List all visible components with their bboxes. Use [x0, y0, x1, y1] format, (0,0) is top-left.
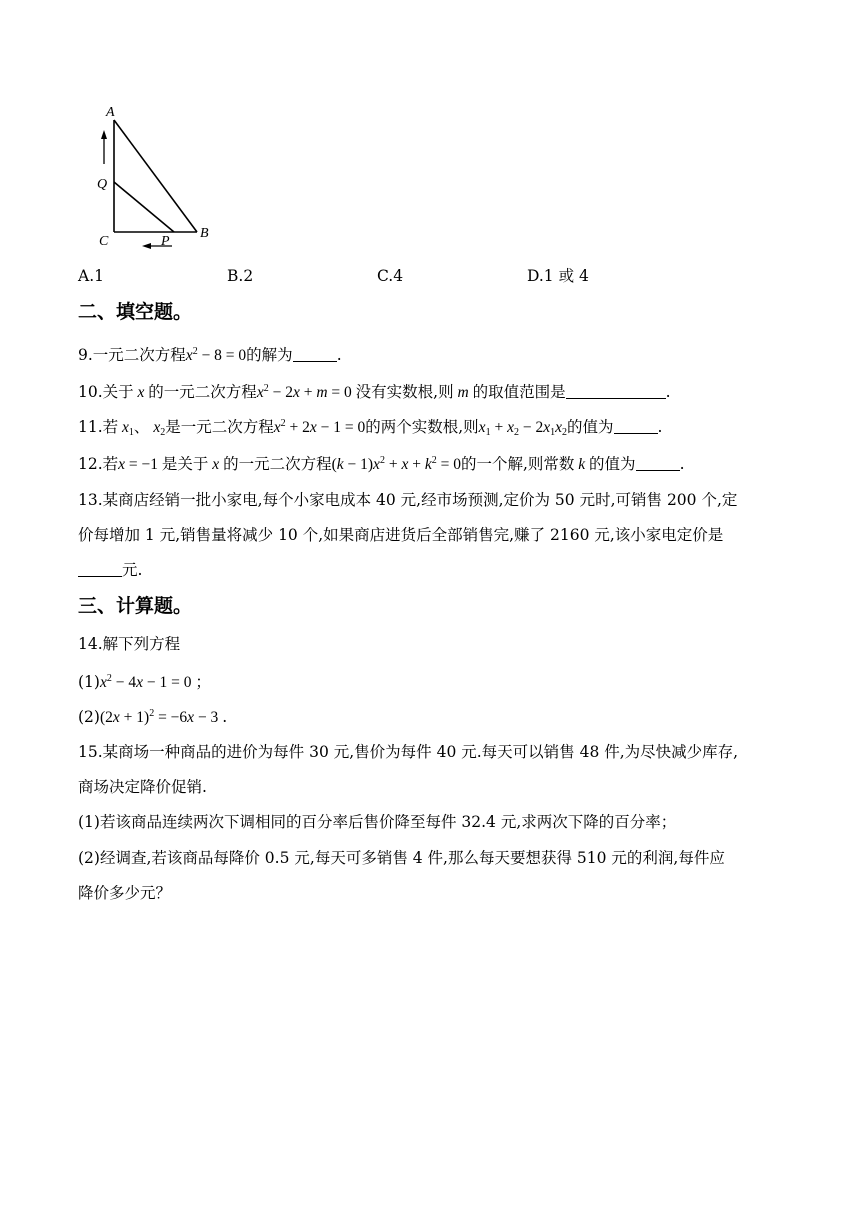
- question-15-line-1: 15.某商场一种商品的进价为每件 30 元,售价为每件 40 元.每天可以销售 48 件,为尽快减少库存,: [78, 743, 739, 761]
- question-11: 11.若 $x_1$、 $x_2$是一元二次方程$x^2 + 2x - 1 = 0$的两个实数根,则$x_1 + x_2 - 2x_1x_2$的值为 .: [78, 418, 663, 438]
- section-title-fill-blank: 二、填空题。: [78, 301, 193, 323]
- label-p: P: [161, 234, 170, 249]
- option-d: D.1 或 4: [527, 267, 589, 285]
- option-c: C.4: [377, 267, 404, 285]
- question-12: 12.若x = −1 是关于 x 的一元二次方程$(k - 1)x^2 + x + k^2 = 0$的一个解,则常数 k 的值为 .: [78, 455, 685, 473]
- question-15-line-3: (1)若该商品连续两次下调相同的百分率后售价降至每件 32.4 元,求两次下降的百分率；: [78, 813, 677, 831]
- label-q: Q: [97, 177, 108, 192]
- label-a: A: [106, 105, 115, 120]
- question-15-line-4: (2)经调查,若该商品每降价 0.5 元,每天可多销售 4 件,那么每天要想获得 510 元的利润,每件应: [78, 849, 725, 867]
- answer-blank-13[interactable]: [78, 560, 122, 577]
- answer-blank-11[interactable]: [614, 417, 658, 434]
- left-arrow-icon: [142, 243, 151, 249]
- option-b: B.2: [227, 267, 254, 285]
- answer-blank-12[interactable]: [636, 454, 680, 471]
- label-b: B: [200, 226, 209, 241]
- answer-blank-10[interactable]: [566, 382, 666, 399]
- question-13-line-1: 13.某商店经销一批小家电,每个小家电成本 40 元,经市场预测,定价为 50 元时,可销售 200 个,定: [78, 491, 738, 509]
- question-14-title: 14.解下列方程: [78, 635, 181, 653]
- up-arrow-icon: [101, 130, 107, 139]
- question-10: 10.关于 x 的一元二次方程$x^2 - 2x + m = 0$ 没有实数根,则 m 的取值范围是 .: [78, 383, 671, 401]
- question-15-line-5: 降价多少元？: [78, 884, 172, 902]
- question-13-line-3: 元.: [78, 558, 142, 582]
- option-a: A.1: [78, 267, 104, 285]
- question-9: 9.一元二次方程$x^2 - 8 = 0$的解为 .: [78, 346, 342, 364]
- answer-blank-9[interactable]: [293, 345, 337, 362]
- question-14-part-1: $(1)x^2 - 4x - 1 = 0$ ；: [78, 673, 211, 691]
- triangle-figure: [92, 104, 227, 254]
- question-14-part-2: $(2)(2x + 1)^2 = -6x - 3$ .: [78, 708, 228, 726]
- label-c: C: [99, 234, 109, 249]
- question-13-line-2: 价每增加 1 元,销售量将减少 10 个,如果商店进货后全部销售完,赚了 2160 元,该小家电定价是: [78, 526, 724, 544]
- side-ab: [114, 120, 197, 232]
- section-title-calculation: 三、计算题。: [78, 595, 193, 617]
- question-15-line-2: 商场决定降价促销.: [78, 778, 207, 796]
